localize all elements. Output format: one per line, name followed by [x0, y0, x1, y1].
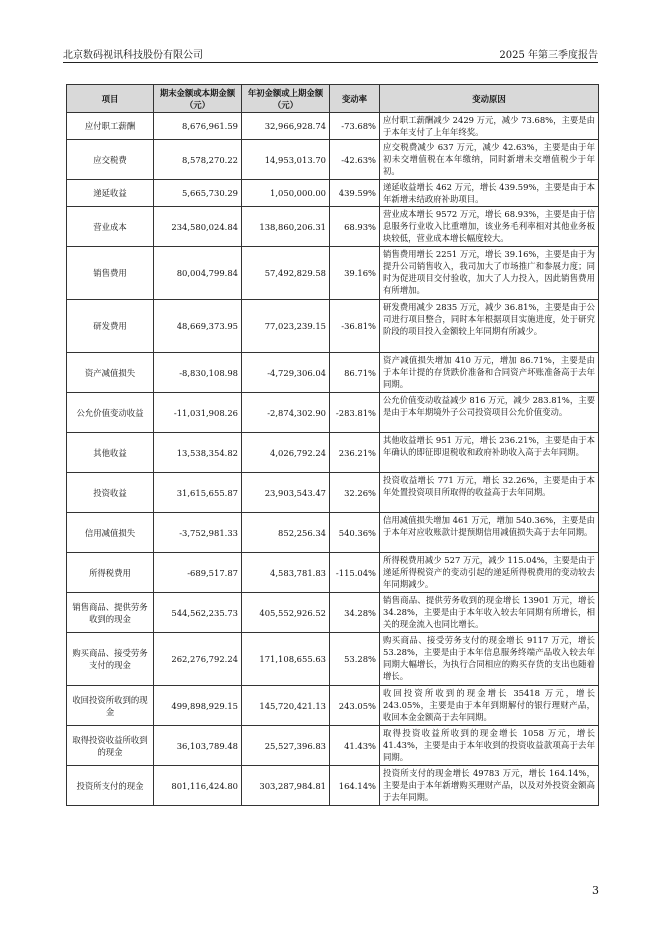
change-reason-cell: 投资所支付的现金增长 49783 万元，增长 164.14%，主要是由于本年新增购买理财产品，以及对外投资金额高于去年同期。	[380, 766, 599, 806]
current-amount-cell: 13,538,354.82	[154, 433, 242, 473]
current-amount-cell: 8,578,270.22	[154, 140, 242, 180]
item-cell: 研发费用	[67, 300, 154, 353]
current-amount-cell: 5,665,730.29	[154, 180, 242, 207]
previous-amount-cell: 14,953,013.70	[242, 140, 330, 180]
column-header-previous-amount: 年初金额或上期金额（元）	[242, 85, 330, 113]
change-reason-cell: 销售费用增长 2251 万元，增长 39.16%，主要是由于为提升公司销售收入，我司加大了市场推广和参展力度；同时为促进项目交付验收，加大了人力投入，因此销售费用有所增加。	[380, 247, 599, 300]
table-row	[67, 433, 599, 473]
table-row	[67, 593, 599, 633]
current-amount-cell: 234,580,024.84	[154, 207, 242, 247]
table-row	[67, 393, 599, 433]
table-row	[67, 300, 599, 353]
item-cell: 取得投资收益所收到的现金	[67, 726, 154, 766]
change-rate-cell: -73.68%	[330, 113, 380, 140]
previous-amount-cell: 23,903,543.47	[242, 473, 330, 513]
previous-amount-cell: 32,966,928.74	[242, 113, 330, 140]
previous-amount-cell: 303,287,984.81	[242, 766, 330, 806]
previous-amount-cell: 77,023,239.15	[242, 300, 330, 353]
previous-amount-cell: 4,026,792.24	[242, 433, 330, 473]
previous-amount-cell: 405,552,926.52	[242, 593, 330, 633]
item-cell: 应交税费	[67, 140, 154, 180]
table-row	[67, 353, 599, 393]
change-rate-cell: 86.71%	[330, 353, 380, 393]
current-amount-cell: 499,898,929.15	[154, 686, 242, 726]
change-rate-cell: 68.93%	[330, 207, 380, 247]
change-rate-cell: 39.16%	[330, 247, 380, 300]
table-row	[67, 207, 599, 247]
previous-amount-cell: 171,108,655.63	[242, 633, 330, 686]
table-row	[67, 247, 599, 300]
change-reason-cell: 资产减值损失增加 410 万元，增加 86.71%，主要是由于本年计提的存货跌价准备和合同资产坏账准备高于去年同期。	[380, 353, 599, 393]
item-cell: 购买商品、接受劳务支付的现金	[67, 633, 154, 686]
column-header-change-reason: 变动原因	[380, 85, 599, 113]
current-amount-cell: 544,562,235.73	[154, 593, 242, 633]
item-cell: 投资所支付的现金	[67, 766, 154, 806]
previous-amount-cell: 57,492,829.58	[242, 247, 330, 300]
table-row	[67, 726, 599, 766]
table-row	[67, 553, 599, 593]
change-reason-cell: 收回投资所收到的现金增长 35418 万元，增长 243.05%，主要是由于本年到期解付的银行理财产品，收回本金金额高于去年同期。	[380, 686, 599, 726]
table-row	[67, 633, 599, 686]
change-rate-cell: 32.26%	[330, 473, 380, 513]
item-cell: 其他收益	[67, 433, 154, 473]
change-rate-cell: 439.59%	[330, 180, 380, 207]
current-amount-cell: 31,615,655.87	[154, 473, 242, 513]
item-cell: 资产减值损失	[67, 353, 154, 393]
current-amount-cell: -8,830,108.98	[154, 353, 242, 393]
current-amount-cell: -11,031,908.26	[154, 393, 242, 433]
change-rate-cell: -283.81%	[330, 393, 380, 433]
current-amount-cell: -3,752,981.33	[154, 513, 242, 553]
table-row	[67, 766, 599, 806]
previous-amount-cell: 25,527,396.83	[242, 726, 330, 766]
previous-amount-cell: 852,256.34	[242, 513, 330, 553]
current-amount-cell: -689,517.87	[154, 553, 242, 593]
change-rate-cell: -42.63%	[330, 140, 380, 180]
change-rate-cell: -115.04%	[330, 553, 380, 593]
item-cell: 投资收益	[67, 473, 154, 513]
change-reason-cell: 营业成本增长 9572 万元，增长 68.93%，主要是由于信息服务行业收入比重增加，该业务毛利率相对其他业务板块较低，营业成本增长幅度较大。	[380, 207, 599, 247]
previous-amount-cell: 145,720,421.13	[242, 686, 330, 726]
change-reason-cell: 公允价值变动收益减少 816 万元，减少 283.81%，主要是由于本年期境外子公司投资项目公允价值变动。	[380, 393, 599, 433]
change-reason-cell: 销售商品、提供劳务收到的现金增长 13901 万元，增长 34.28%，主要是由于本年收入较去年同期有所增长，相关的现金流入也同比增长。	[380, 593, 599, 633]
change-reason-cell: 其他收益增长 951 万元，增长 236.21%，主要是由于本年确认的即征即退税收和政府补助收入高于去年同期。	[380, 433, 599, 473]
previous-amount-cell: -2,874,302.90	[242, 393, 330, 433]
column-header-current-amount: 期末金额或本期金额（元）	[154, 85, 242, 113]
change-reason-cell: 应交税费减少 637 万元，减少 42.63%，主要是由于年初未交增值税在本年缴纳，同时新增未交增值税少于年初。	[380, 140, 599, 180]
company-name: 北京数码视讯科技股份有限公司	[63, 50, 203, 61]
change-rate-cell: 41.43%	[330, 726, 380, 766]
item-cell: 信用减值损失	[67, 513, 154, 553]
change-reason-cell: 信用减值损失增加 461 万元，增加 540.36%，主要是由于本年对应收账款计提预期信用减值损失高于去年同期。	[380, 513, 599, 553]
report-period: 2025 年第三季度报告	[499, 50, 598, 61]
table-header-row	[67, 85, 599, 113]
change-rate-cell: -36.81%	[330, 300, 380, 353]
page-header	[63, 44, 598, 63]
change-rate-cell: 540.36%	[330, 513, 380, 553]
financial-change-table	[66, 84, 599, 806]
current-amount-cell: 80,004,799.84	[154, 247, 242, 300]
item-cell: 销售商品、提供劳务收到的现金	[67, 593, 154, 633]
item-cell: 公允价值变动收益	[67, 393, 154, 433]
table-row	[67, 473, 599, 513]
change-reason-cell: 投资收益增长 771 万元，增长 32.26%，主要是由于本年处置投资项目所取得的收益高于去年同期。	[380, 473, 599, 513]
item-cell: 所得税费用	[67, 553, 154, 593]
table-row	[67, 513, 599, 553]
change-reason-cell: 应付职工薪酬减少 2429 万元，减少 73.68%，主要是由于本年支付了上年年终奖。	[380, 113, 599, 140]
page-number: 3	[592, 884, 599, 897]
current-amount-cell: 36,103,789.48	[154, 726, 242, 766]
item-cell: 营业成本	[67, 207, 154, 247]
previous-amount-cell: 1,050,000.00	[242, 180, 330, 207]
change-rate-cell: 53.28%	[330, 633, 380, 686]
change-rate-cell: 34.28%	[330, 593, 380, 633]
current-amount-cell: 48,669,373.95	[154, 300, 242, 353]
item-cell: 销售费用	[67, 247, 154, 300]
change-rate-cell: 164.14%	[330, 766, 380, 806]
change-rate-cell: 243.05%	[330, 686, 380, 726]
change-rate-cell: 236.21%	[330, 433, 380, 473]
change-reason-cell: 递延收益增长 462 万元，增长 439.59%，主要是由于本年新增未结政府补助项目。	[380, 180, 599, 207]
previous-amount-cell: -4,729,306.04	[242, 353, 330, 393]
column-header-change-rate: 变动率	[330, 85, 380, 113]
table-row	[67, 180, 599, 207]
change-reason-cell: 购买商品、接受劳务支付的现金增长 9117 万元，增长 53.28%，主要是由于本年信息服务终端产品收入较去年同期大幅增长，为执行合同相应的购买存货的支出也随着增长。	[380, 633, 599, 686]
change-reason-cell: 研发费用减少 2835 万元，减少 36.81%，主要是由于公司进行项目整合，同时本年根据项目实施进度，处于研究阶段的项目投入金额较上年同期有所减少。	[380, 300, 599, 353]
change-reason-cell: 取得投资收益所收到的现金增长 1058 万元，增长 41.43%，主要是由于本年收到的投资收益款项高于去年同期。	[380, 726, 599, 766]
change-reason-cell: 所得税费用减少 527 万元，减少 115.04%，主要是由于递延所得税资产的变动引起的递延所得税费用的变动较去年同期减少。	[380, 553, 599, 593]
current-amount-cell: 801,116,424.80	[154, 766, 242, 806]
table-row	[67, 140, 599, 180]
item-cell: 递延收益	[67, 180, 154, 207]
table-row	[67, 686, 599, 726]
current-amount-cell: 262,276,792.24	[154, 633, 242, 686]
table-row	[67, 113, 599, 140]
column-header-item: 项目	[67, 85, 154, 113]
item-cell: 收回投资所收到的现金	[67, 686, 154, 726]
item-cell: 应付职工薪酬	[67, 113, 154, 140]
previous-amount-cell: 138,860,206.31	[242, 207, 330, 247]
current-amount-cell: 8,676,961.59	[154, 113, 242, 140]
previous-amount-cell: 4,583,781.83	[242, 553, 330, 593]
